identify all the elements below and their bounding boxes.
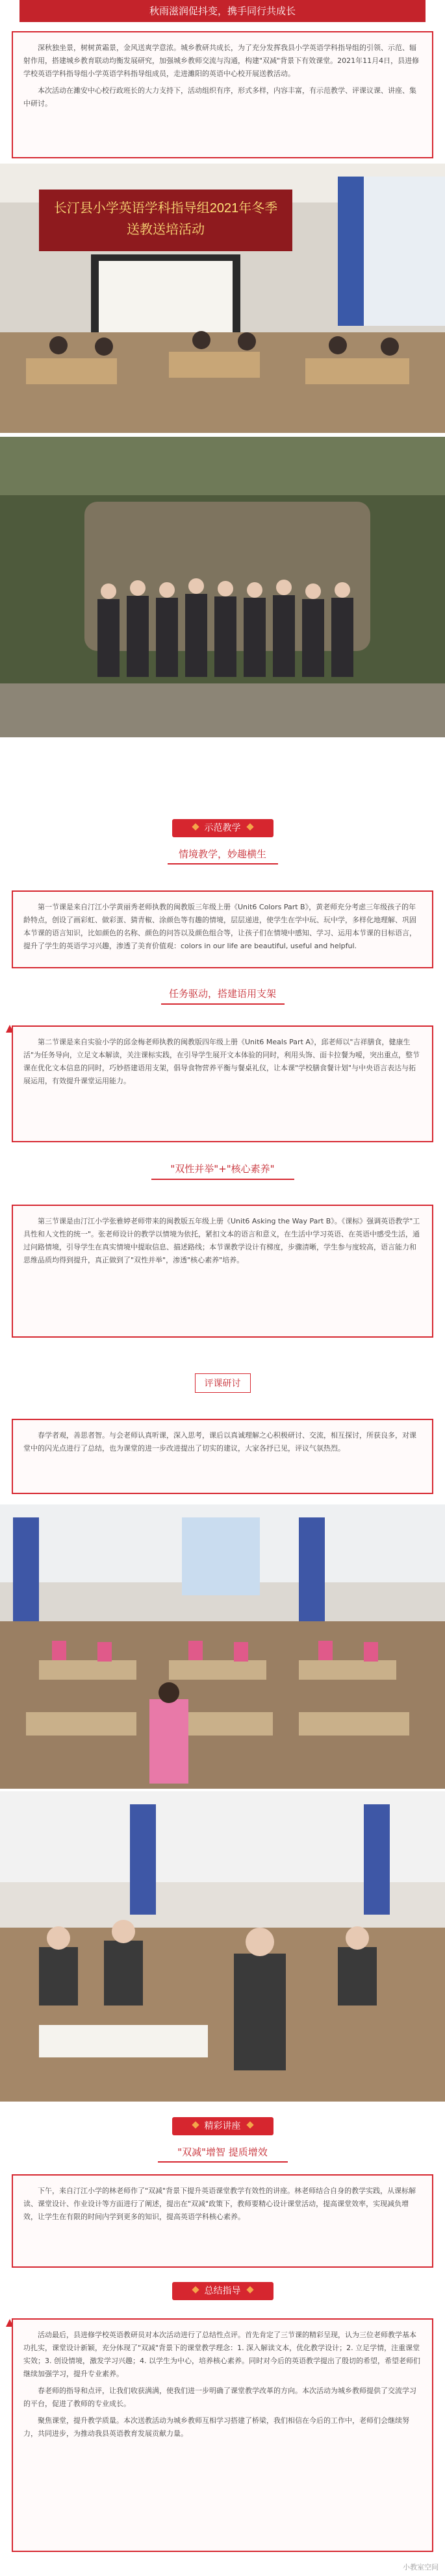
section-pill-review-label: 评课研讨 — [204, 1379, 241, 1389]
banner-text: 秋雨滋润促抖变，携手同行共成长 — [149, 5, 296, 17]
summary-paragraph-1: 活动最后，县进修学校英语教研员对本次活动进行了总结性点评。首先肯定了三节课的精彩呈现，认为三位老师教学基本功扎实，课堂设计新颖，充分体现了"双减"背景下的课堂教学理念：1. 深入解读文本，优化教学设计；2. 立足学情，注重课堂实效；3. 创设情境，激发学习兴趣；4. 以学生为中心，培养核心素养。同时对今后的英语教学提出了殷切的希望，希望老师们继续加强学习，提升专业素养。 — [23, 2331, 420, 2378]
classroom-photo-2-svg — [0, 1504, 445, 1789]
classroom-photo-3 — [0, 1791, 445, 2102]
group-photo-svg — [0, 437, 445, 737]
lesson-card-2-text: 第二节课是来自实验小学的邱金梅老师执教的闽教版四年级上册《Unit6 Meals Part A》，邱老师以"吉祥膳食，健康生活"为任务导向，立足文本解读，关注课标实践，在引导学生展开文本体验的同时，利用头饰、面卡拉餐为嗳，突出重点，整节课在优化文本信息的同时，巧妙搭建语用支架，倡导食物营养平衡与餐桌礼仪，让本课"学校膳食餐计划"与中央语言表达与拓展运用，有效提升课堂运用能力。 — [23, 1038, 420, 1085]
section-subtitle-demo: 情境教学，妙趣横生 — [178, 848, 266, 860]
section-pill-review — [195, 1373, 251, 1393]
classroom-photo-1-svg — [0, 164, 445, 433]
lesson-card-3 — [12, 1205, 433, 1338]
group-photo — [0, 437, 445, 737]
section-pill-summary-label: 总结指导 — [204, 2286, 241, 2296]
subtitle-underline — [168, 863, 278, 865]
section-subtitle-core: "双性并举"+"核心素养" — [170, 1163, 275, 1175]
subtitle-underline — [151, 1179, 294, 1180]
lesson-card-1 — [12, 890, 433, 968]
intro-paragraph-2: 本次活动在濉安中心校行政班长的大力支持下，活动组织有序，形式多样，内容丰富，有示范教学、评课议课、讲座、集中研讨。 — [23, 86, 416, 108]
section-pill-demo — [172, 819, 273, 837]
summary-paragraph-2: 春老师的指导和点评，让我们收获满满，使我们进一步明确了课堂教学改革的方向。本次活动为城乡教师提供了交流学习的平台，促进了教师的专业成长。 — [23, 2386, 416, 2408]
header-banner — [19, 0, 426, 22]
section-subtitle-task: 任务驱动，搭建语用支架 — [168, 988, 276, 1000]
lecture-card — [12, 2174, 433, 2268]
classroom-photo-2 — [0, 1504, 445, 1789]
intro-paragraph-1: 深秋独坐景，树树黄霜景，金风送爽学意浓。城乡教研共成长，为了充分发挥我县小学英语学科指导组的引领、示范、辐射作用，搭建城乡教育联动均衡发展研究，加强城乡教师交流与沟通，构建"双减"背景下有效课堂。2021年11月4日，县进修学校英语学科指导组小学英语学科指导组成员，走进濉阳的英语中心校开展送教活动。 — [23, 43, 420, 78]
diamond-icon — [246, 2286, 253, 2293]
screen-title-line2: 送教送培活动 — [127, 223, 205, 237]
diamond-icon — [192, 823, 199, 830]
footer-watermark: 小教室空间 — [403, 2563, 439, 2571]
review-card — [12, 1419, 433, 1494]
diamond-icon — [192, 2286, 199, 2293]
classroom-photo-3-svg — [0, 1791, 445, 2102]
section-pill-lecture — [172, 2117, 273, 2135]
diamond-icon — [246, 2121, 253, 2128]
summary-paragraph-3: 聚焦课堂，提升教学质量。本次送教活动为城乡教师互相学习搭建了桥梁，我们相信在今后的工作中，老师们会继续努力，共同进步，为推动我县英语教育发展贡献力量。 — [23, 2416, 409, 2438]
review-card-text: 春学者观，善思者智。与会老师认真听课，深入思考，课后以真诚理解之心积极研讨、交流，相互探讨，所获良多，对课堂中的闪光点进行了总结，也为课堂的进一步改进提出了切实的建议，大家各抒已见，评议气氛热烈。 — [23, 1431, 416, 1453]
section-pill-demo-label: 示范教学 — [204, 823, 241, 833]
lesson-card-3-text: 第三节课是由汀江小学张雅婷老师带来的闽教版五年级上册《Unit6 Asking the Way Part B》。《课标》强调英语教学"工具性和人文性的统一"。张老师设计的教学以情境为依托，紧扣文本的语言和意义，在生活中学习英语、在英语中感受生活，通过问路情境，引导学生在真实情境中提取信息、描述路线；本节课教学设计有梯度，步骤清晰，学生参与度较高，语言能力和思维品质均得到提升，真正做到了"双性并举"，渗透"核心素养"培养。 — [23, 1217, 420, 1264]
intro-card — [12, 31, 433, 158]
lesson-card-2 — [12, 1025, 433, 1142]
diamond-icon — [192, 2121, 199, 2128]
section-pill-lecture-label: 精彩讲座 — [204, 2121, 241, 2131]
subtitle-underline — [158, 2161, 288, 2163]
summary-card — [12, 2318, 433, 2552]
subtitle-underline — [161, 1003, 285, 1005]
classroom-photo-1 — [0, 164, 445, 433]
diamond-icon — [246, 823, 253, 830]
section-pill-summary — [172, 2282, 273, 2300]
lesson-card-1-text: 第一节课是来自汀江小学黄丽秀老师执教的闽教版三年级上册《Unit6 Colors Part B》，黄老师充分考虑三年级孩子的年龄特点，创设了画彩虹、做彩蛋、猜青椒、涂颜色等有趣的情境，层层递进，使学生在学中玩、玩中学，多样化地理解、巩固本节课的语言知识，比如颜色的名称、颜色的问答以及颜色组合等，让孩子们在情境中感知、学习、运用本节课的目标语言，提升了学生的英语学习兴趣，渗透了美育价值观：colors in our life are beautiful, useful and helpful. — [23, 903, 416, 950]
section-subtitle-lecture: "双减"增智 提质增效 — [177, 2146, 268, 2158]
screen-title-line1: 长汀县小学英语学科指导组2021年冬季 — [53, 201, 278, 215]
lecture-card-text: 下午，来自汀江小学的林老师作了"双减"背景下提升英语课堂教学有效性的讲座。林老师结合自身的教学实践，从课标解读、课堂设计、作业设计等方面进行了阐述，提出在"双减"政策下，教师要精心设计课堂活动，提高课堂效率，实现减负增效，让学生在有限的时间内学到更多的知识，提高英语学科核心素养。 — [23, 2187, 416, 2221]
